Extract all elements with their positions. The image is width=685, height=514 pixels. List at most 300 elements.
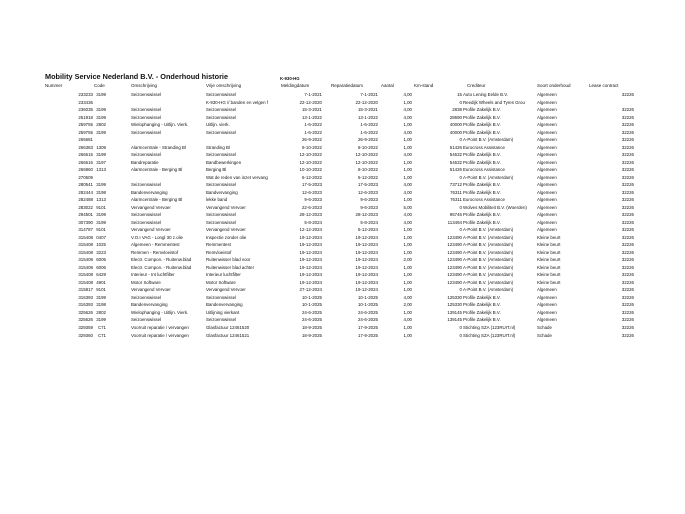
table-row <box>0 219 685 227</box>
table-body <box>0 91 685 339</box>
table-row <box>0 301 685 309</box>
cell-omschrijving: Bandenvervanging <box>131 189 168 195</box>
table-row <box>0 159 685 167</box>
cell-aantal: 4,00 <box>403 317 412 323</box>
header-omschrijving: Omschrijving <box>131 83 158 88</box>
cell-crediteur: Profile Zakelijk B.V. <box>463 129 501 135</box>
cell-meldingdatum: 19-12-2024 <box>299 279 322 285</box>
cell-meldingdatum: 22-12-2020 <box>299 99 322 105</box>
cell-code: 3199 <box>96 92 106 97</box>
header-nummer: Nummer <box>45 83 63 88</box>
cell-km-stand: 73712 <box>449 182 462 188</box>
cell-meldingdatum: 24-6-2025 <box>301 309 322 315</box>
cell-reparatiedatum: 10-1-2025 <box>357 294 378 300</box>
cell-code: 3199 <box>96 114 106 120</box>
cell-km-stand: 76311 <box>450 189 462 195</box>
cell-lease-contract: 32226 <box>621 279 634 285</box>
cell-meldingdatum: 17-5-2023 <box>301 182 322 188</box>
cell-lease-contract: 32226 <box>621 144 634 150</box>
cell-lease-contract: 32226 <box>621 242 634 248</box>
cell-soort-onderhoud: Algemeen <box>537 114 557 120</box>
cell-soort-onderhoud: Algemeen <box>537 294 557 300</box>
cell-code: 3198 <box>96 189 106 195</box>
cell-aantal: 1,00 <box>403 137 412 143</box>
cell-code: 2802 <box>96 122 106 128</box>
cell-nummer: 251918 <box>78 114 93 120</box>
table-row <box>0 189 685 197</box>
cell-meldingdatum: 10-10-2022 <box>299 167 322 173</box>
cell-crediteur: A-Point B.V. (Amsterdam) <box>463 287 514 293</box>
cell-meldingdatum: 10-1-2025 <box>301 294 322 300</box>
cell-crediteur: Profile Zakelijk B.V. <box>463 107 501 113</box>
cell-nummer: 280541 <box>78 182 93 188</box>
cell-nummer: 233436 <box>78 99 93 105</box>
cell-nummer: 316393 <box>78 294 93 300</box>
cell-reparatiedatum: 26-9-2022 <box>357 137 378 143</box>
table-row <box>0 151 685 159</box>
cell-code: 6006 <box>96 264 106 270</box>
cell-omschrijving: Vervangend Vervoer <box>131 227 171 233</box>
cell-code: 6429 <box>96 272 106 278</box>
cell-reparatiedatum: 19-12-2024 <box>355 242 378 248</box>
cell-meldingdatum: 27-12-2024 <box>299 287 322 293</box>
cell-vrije-omschrijving: Seizoenswissel <box>206 114 237 120</box>
cell-vrije-omschrijving: Wat de reden van inzet vervang <box>206 174 268 180</box>
cell-code: 9101 <box>96 227 106 233</box>
cell-km-stand: 95746 <box>449 212 462 218</box>
cell-nummer: 315817 <box>78 287 93 293</box>
cell-code: C71 <box>97 324 106 330</box>
cell-lease-contract: 32226 <box>621 317 634 323</box>
cell-vrije-omschrijving: Seizoenswissel <box>206 107 237 113</box>
cell-meldingdatum: 12-12-2024 <box>299 227 322 233</box>
cell-soort-onderhoud: Algemeen <box>537 212 557 218</box>
cell-vrije-omschrijving: Glasfactuur 12461520 <box>206 324 250 330</box>
cell-vrije-omschrijving: Remmentest <box>206 242 231 248</box>
cell-nummer: 282488 <box>78 197 93 203</box>
cell-vrije-omschrijving: Motor Software <box>206 279 236 285</box>
cell-omschrijving: Motor Software <box>131 279 161 285</box>
header-lease-contract: Lease contract <box>589 83 619 88</box>
cell-vrije-omschrijving: Vervangend Vervoer <box>206 227 246 233</box>
cell-aantal: 4,00 <box>403 189 412 195</box>
cell-soort-onderhoud: Kleine beurt <box>537 272 561 278</box>
cell-lease-contract: 32226 <box>621 122 634 128</box>
cell-km-stand: 123490 <box>447 279 462 285</box>
cell-lease-contract: 32226 <box>621 234 634 240</box>
cell-km-stand: 0 <box>459 332 462 338</box>
cell-soort-onderhoud: Algemeen <box>537 197 557 203</box>
cell-km-stand: 54632 <box>449 159 462 165</box>
cell-soort-onderhoud: Algemeen <box>537 99 557 105</box>
cell-omschrijving: Wielophanging - Uitlijn. Vierk. <box>131 309 189 315</box>
cell-reparatiedatum: 15-3-2021 <box>357 107 378 113</box>
cell-omschrijving: Electr. Compon. - Ruitenw.blad <box>131 257 192 263</box>
cell-code: 3199 <box>96 182 106 188</box>
cell-km-stand: 0 <box>459 227 462 233</box>
cell-soort-onderhoud: Algemeen <box>537 167 557 173</box>
cell-omschrijving: Electr. Compon. - Ruitenw.blad <box>131 264 192 270</box>
cell-crediteur: A-Point B.V. (Amsterdam) <box>463 249 514 255</box>
cell-km-stand: 0 <box>459 324 462 330</box>
cell-code: 1309 <box>96 144 106 150</box>
cell-crediteur: A-Point B.V. (Amsterdam) <box>463 257 514 263</box>
cell-nummer: 233233 <box>78 92 93 97</box>
cell-km-stand: 54632 <box>449 152 462 158</box>
cell-crediteur: Stichting SZA (123RUIT.nl) <box>463 332 516 338</box>
cell-soort-onderhoud: Algemeen <box>537 204 557 210</box>
cell-reparatiedatum: 17-9-2025 <box>357 332 378 338</box>
table-row <box>0 174 685 182</box>
cell-soort-onderhoud: Algemeen <box>537 227 557 233</box>
cell-reparatiedatum: 8-10-2022 <box>357 167 378 173</box>
cell-meldingdatum: 19-12-2024 <box>299 249 322 255</box>
header-vrije-omschrijving: Vrije omschrijving <box>206 83 242 88</box>
header-crediteur: Crediteur <box>467 83 486 88</box>
cell-reparatiedatum: 17-5-2023 <box>357 182 378 188</box>
license-plate: K-930-HG <box>280 76 300 81</box>
cell-lease-contract: 32226 <box>621 227 634 233</box>
cell-lease-contract: 32226 <box>621 212 634 218</box>
cell-vrije-omschrijving: Uitlijn. vierk. <box>206 122 230 128</box>
cell-omschrijving: Bandreparatie <box>131 159 159 165</box>
cell-km-stand: 139145 <box>447 317 462 323</box>
cell-code: 3198 <box>96 302 106 308</box>
header-reparatiedatum: Reparatiedatum <box>331 83 364 88</box>
cell-soort-onderhoud: Algemeen <box>537 174 557 180</box>
cell-reparatiedatum: 5-8-2024 <box>360 219 378 225</box>
cell-meldingdatum: 18-9-2025 <box>301 332 322 338</box>
cell-soort-onderhoud: Kleine beurt <box>537 249 561 255</box>
cell-nummer: 325626 <box>78 309 93 315</box>
cell-lease-contract: 32226 <box>621 159 634 165</box>
cell-code: 9101 <box>96 204 106 210</box>
cell-crediteur: Eurocross Assistance <box>463 167 505 173</box>
cell-lease-contract: 32226 <box>621 114 634 120</box>
cell-omschrijving: Vervangend Vervoer <box>131 204 171 210</box>
cell-km-stand: 28690 <box>449 114 462 120</box>
cell-lease-contract: 32226 <box>621 107 634 113</box>
cell-reparatiedatum: 12-6-2023 <box>357 189 378 195</box>
cell-vrije-omschrijving: Seizoenswissel <box>206 182 237 188</box>
cell-nummer: 307390 <box>78 219 93 225</box>
cell-vrije-omschrijving: Ruitenwisser blad achter <box>206 264 255 270</box>
cell-aantal: 5,00 <box>403 204 412 210</box>
cell-meldingdatum: 12-10-2022 <box>299 159 322 165</box>
cell-aantal: 4,00 <box>403 92 412 97</box>
cell-meldingdatum: 13-1-2022 <box>301 114 322 120</box>
cell-lease-contract: 32226 <box>621 189 634 195</box>
cell-vrije-omschrijving: Seizoenswissel <box>206 129 237 135</box>
cell-km-stand: 123490 <box>447 257 462 263</box>
cell-meldingdatum: 19-12-2024 <box>299 264 322 270</box>
cell-nummer: 329360 <box>78 332 93 338</box>
cell-reparatiedatum: 1-6-2022 <box>360 129 378 135</box>
cell-crediteur: A-Point B.V. (Amsterdam) <box>463 242 514 248</box>
cell-nummer: 315408 <box>78 234 93 240</box>
table-row <box>0 136 685 144</box>
cell-omschrijving: Wielophanging - Uitlijn. Vierk. <box>131 122 189 128</box>
cell-aantal: 1,00 <box>403 264 412 270</box>
table-row <box>0 181 685 189</box>
header-code: Code <box>94 83 105 88</box>
cell-aantal: 1,00 <box>403 227 412 233</box>
header-aantal: Aantal <box>381 83 394 88</box>
cell-omschrijving: Interieur - Int luchtfilter <box>131 272 175 278</box>
cell-code: 4901 <box>96 279 106 285</box>
cell-km-stand: 51426 <box>449 144 462 150</box>
report-title: Mobility Service Nederland B.V. - Onderhoud historie <box>45 72 228 81</box>
cell-soort-onderhoud: Kleine beurt <box>537 242 561 248</box>
cell-soort-onderhoud: Kleine beurt <box>537 234 561 240</box>
cell-aantal: 1,00 <box>403 324 412 330</box>
cell-omschrijving: Voorruit reparatie / vervangen <box>131 332 189 338</box>
cell-reparatiedatum: 10-1-2025 <box>357 302 378 308</box>
cell-vrije-omschrijving: lekke band <box>206 197 228 203</box>
cell-code: 3199 <box>96 212 106 218</box>
cell-lease-contract: 32226 <box>621 287 634 293</box>
cell-nummer: 259755 <box>78 122 93 128</box>
cell-vrije-omschrijving: Vervangend Vervoer <box>206 204 246 210</box>
cell-nummer: 316393 <box>78 302 93 308</box>
cell-meldingdatum: 1-6-2022 <box>304 122 322 128</box>
cell-meldingdatum: 28-12-2023 <box>299 212 322 218</box>
cell-crediteur: Profile Zakelijk B.V. <box>463 219 501 225</box>
cell-meldingdatum: 15-3-2021 <box>301 107 322 113</box>
cell-meldingdatum: 7-1-2021 <box>304 92 322 97</box>
cell-lease-contract: 32226 <box>621 137 634 143</box>
cell-lease-contract: 32226 <box>621 294 634 300</box>
table-row <box>0 99 685 107</box>
table-row <box>0 241 685 249</box>
cell-vrije-omschrijving: Bandbewerkingen <box>206 159 242 165</box>
cell-crediteur: Profile Zakelijk B.V. <box>463 122 501 128</box>
cell-aantal: 1,00 <box>403 197 412 203</box>
cell-lease-contract: 32226 <box>621 264 634 270</box>
cell-code: 0407 <box>96 234 106 240</box>
cell-soort-onderhoud: Algemeen <box>537 219 557 225</box>
cell-aantal: 1,00 <box>403 167 412 173</box>
cell-reparatiedatum: 19-12-2024 <box>355 287 378 293</box>
cell-aantal: 4,00 <box>403 107 412 113</box>
cell-vrije-omschrijving: Stranding Bl <box>206 144 230 150</box>
cell-crediteur: Profile Zakelijk B.V. <box>463 309 501 315</box>
table-row <box>0 286 685 294</box>
cell-meldingdatum: 6-12-2022 <box>301 174 322 180</box>
table-header <box>0 83 685 90</box>
cell-lease-contract: 32226 <box>621 249 634 255</box>
cell-vrije-omschrijving: Bandvervanging <box>206 189 238 195</box>
cell-crediteur: A-Point B.V. (Amsterdam) <box>463 137 514 143</box>
cell-vrije-omschrijving: Uitlijning vierkant <box>206 309 240 315</box>
cell-nummer: 282444 <box>78 189 93 195</box>
cell-km-stand: 76311 <box>450 197 462 203</box>
cell-omschrijving: Algemeen - Remmentest <box>131 242 180 248</box>
header-soort-onderhoud: Soort onderhoud <box>537 83 571 88</box>
cell-meldingdatum: 18-9-2025 <box>301 324 322 330</box>
cell-vrije-omschrijving: Berging Bl <box>206 167 227 173</box>
cell-meldingdatum: 1-6-2022 <box>304 129 322 135</box>
cell-nummer: 236035 <box>78 107 93 113</box>
cell-soort-onderhoud: Algemeen <box>537 182 557 188</box>
cell-omschrijving: Vervangend Vervoer <box>131 287 171 293</box>
cell-km-stand: 123490 <box>447 264 462 270</box>
table-row <box>0 144 685 152</box>
cell-crediteur: Stichting SZA (123RUIT.nl) <box>463 324 516 330</box>
cell-crediteur: Reedijk Wheels and Tyres Grou <box>463 99 525 105</box>
cell-reparatiedatum: 19-12-2024 <box>355 279 378 285</box>
cell-km-stand: 0 <box>459 287 462 293</box>
cell-reparatiedatum: 17-9-2025 <box>357 324 378 330</box>
cell-aantal: 1,00 <box>403 174 412 180</box>
cell-code: 2802 <box>96 309 106 315</box>
cell-km-stand: 40000 <box>449 122 462 128</box>
cell-meldingdatum: 12-10-2022 <box>299 152 322 158</box>
cell-soort-onderhoud: Schade <box>537 332 552 338</box>
cell-lease-contract: 32226 <box>621 272 634 278</box>
cell-nummer: 314787 <box>78 227 93 233</box>
cell-soort-onderhoud: Algemeen <box>537 189 557 195</box>
cell-crediteur: Profile Zakelijk B.V. <box>463 159 501 165</box>
cell-code: 3223 <box>96 249 106 255</box>
cell-soort-onderhoud: Schade <box>537 324 552 330</box>
cell-lease-contract: 32226 <box>621 324 634 330</box>
header-km-stand: Km-stand <box>414 83 434 88</box>
header-meldingdatum: Meldingdatum <box>281 83 310 88</box>
cell-meldingdatum: 19-12-2024 <box>299 257 322 263</box>
cell-lease-contract: 32226 <box>621 219 634 225</box>
cell-omschrijving: Seizoenswissel <box>131 129 162 135</box>
cell-nummer: 329359 <box>78 324 93 330</box>
cell-soort-onderhoud: Algemeen <box>537 92 557 97</box>
cell-aantal: 1,00 <box>403 122 412 128</box>
table-row <box>0 196 685 204</box>
cell-reparatiedatum: 28-12-2023 <box>355 212 378 218</box>
table-row <box>0 316 685 324</box>
cell-reparatiedatum: 19-12-2024 <box>355 234 378 240</box>
table-row <box>0 264 685 272</box>
cell-crediteur: Profile Zakelijk B.V. <box>463 152 501 158</box>
cell-omschrijving: Seizoenswissel <box>131 107 162 113</box>
cell-aantal: 4,00 <box>403 219 412 225</box>
cell-soort-onderhoud: Algemeen <box>537 302 557 308</box>
cell-reparatiedatum: 19-12-2024 <box>355 249 378 255</box>
cell-soort-onderhoud: Algemeen <box>537 159 557 165</box>
cell-vrije-omschrijving: Glasfactuur 12461521 <box>206 332 250 338</box>
cell-soort-onderhoud: Algemeen <box>537 287 557 293</box>
cell-code: C71 <box>97 332 106 338</box>
table-row <box>0 294 685 302</box>
cell-soort-onderhoud: Algemeen <box>537 317 557 323</box>
cell-reparatiedatum: 7-1-2021 <box>360 92 378 97</box>
cell-aantal: 4,00 <box>403 212 412 218</box>
cell-soort-onderhoud: Kleine beurt <box>537 257 561 263</box>
cell-omschrijving: Alarmcentrale - Berging Bl <box>131 167 183 173</box>
table-row <box>0 279 685 287</box>
cell-crediteur: A-Point B.V. (Amsterdam) <box>463 264 514 270</box>
cell-km-stand: 40000 <box>449 129 462 135</box>
cell-code: 6005 <box>96 257 106 263</box>
cell-code: 9101 <box>96 287 106 293</box>
cell-aantal: 2,00 <box>403 302 412 308</box>
cell-omschrijving: Bandenvervanging <box>131 302 168 308</box>
cell-omschrijving: V.O.I VAG - Longl 30 z.olie <box>131 234 183 240</box>
cell-omschrijving: Seizoenswissel <box>131 212 162 218</box>
cell-omschrijving: Seizoenswissel <box>131 294 162 300</box>
cell-soort-onderhoud: Algemeen <box>537 144 557 150</box>
cell-nummer: 270509 <box>78 174 93 180</box>
cell-meldingdatum: 24-6-2025 <box>301 317 322 323</box>
cell-nummer: 315408 <box>78 242 93 248</box>
cell-code: 3199 <box>96 317 106 323</box>
cell-aantal: 1,00 <box>403 272 412 278</box>
table-row <box>0 271 685 279</box>
table-row <box>0 256 685 264</box>
cell-aantal: 4,00 <box>403 182 412 188</box>
cell-nummer: 266383 <box>78 144 93 150</box>
cell-vrije-omschrijving: Interieur luchtfilter <box>206 272 241 278</box>
cell-vrije-omschrijving: Seizoenswissel <box>206 212 237 218</box>
cell-reparatiedatum: 5-12-2022 <box>357 174 378 180</box>
cell-crediteur: A-Point B.V. (Amsterdam) <box>463 279 514 285</box>
table-row <box>0 226 685 234</box>
cell-crediteur: Profile Zakelijk B.V. <box>463 182 501 188</box>
cell-lease-contract: 32226 <box>621 257 634 263</box>
cell-code: 1313 <box>96 167 106 173</box>
cell-km-stand: 51426 <box>449 167 462 173</box>
cell-km-stand: 15 <box>457 92 462 97</box>
cell-vrije-omschrijving: Seizoenswissel <box>206 219 237 225</box>
cell-meldingdatum: 19-12-2024 <box>299 272 322 278</box>
cell-vrije-omschrijving: Inspectie zonder olie <box>206 234 247 240</box>
cell-soort-onderhoud: Algemeen <box>537 129 557 135</box>
cell-crediteur: Auto Lening Eelde B.V. <box>463 92 508 97</box>
cell-lease-contract: 32226 <box>621 167 634 173</box>
cell-vrije-omschrijving: K-930-HG // banden en velgen f <box>206 99 268 105</box>
cell-km-stand: 125330 <box>447 302 462 308</box>
table-row <box>0 309 685 317</box>
table-row <box>0 106 685 114</box>
cell-lease-contract: 32226 <box>621 302 634 308</box>
cell-reparatiedatum: 9-6-2023 <box>360 197 378 203</box>
cell-nummer: 259755 <box>78 129 93 135</box>
cell-nummer: 294501 <box>78 212 93 218</box>
cell-km-stand: 123490 <box>447 272 462 278</box>
cell-code: 3199 <box>96 294 106 300</box>
cell-omschrijving: Seizoenswissel <box>131 152 162 158</box>
cell-vrije-omschrijving: Bandenvervanging <box>206 302 243 308</box>
cell-code: 3199 <box>96 129 106 135</box>
cell-km-stand: 123490 <box>447 249 462 255</box>
cell-crediteur: A-Point B.V. (Amsterdam) <box>463 227 514 233</box>
table-row <box>0 324 685 332</box>
cell-lease-contract: 32226 <box>621 204 634 210</box>
cell-meldingdatum: 26-9-2022 <box>301 137 322 143</box>
cell-lease-contract: 32226 <box>621 182 634 188</box>
cell-omschrijving: Alarmcentrale - Stranding Bl <box>131 144 186 150</box>
cell-soort-onderhoud: Algemeen <box>537 107 557 113</box>
cell-meldingdatum: 9-10-2022 <box>301 144 322 150</box>
cell-aantal: 1,00 <box>403 287 412 293</box>
cell-lease-contract: 32226 <box>621 174 634 180</box>
cell-km-stand: 125330 <box>447 294 462 300</box>
cell-aantal: 1,00 <box>403 234 412 240</box>
cell-reparatiedatum: 19-12-2024 <box>355 257 378 263</box>
cell-crediteur: Profile Zakelijk B.V. <box>463 212 501 218</box>
cell-crediteur: Profile Zakelijk B.V. <box>463 302 501 308</box>
cell-omschrijving: Seizoenswissel <box>131 182 162 188</box>
table-row <box>0 332 685 340</box>
